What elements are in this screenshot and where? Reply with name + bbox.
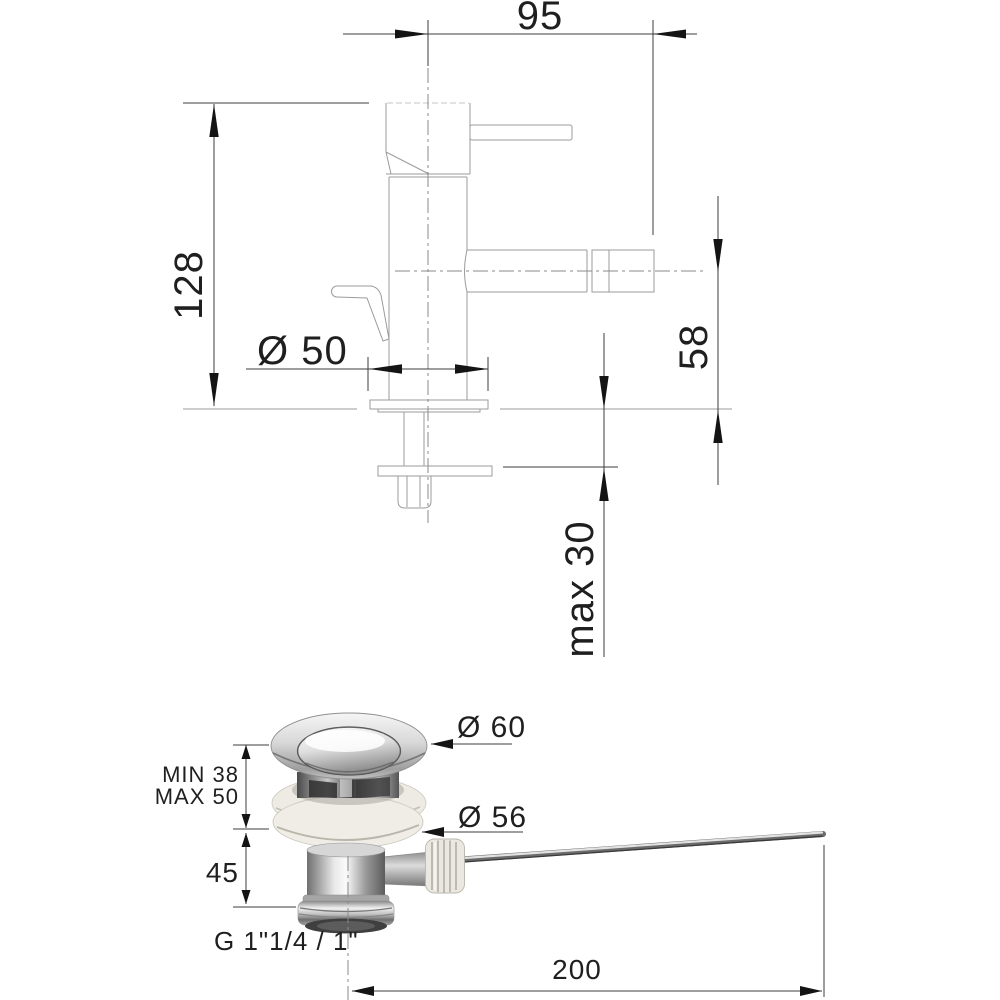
dim-200-label: 200 bbox=[552, 954, 602, 985]
dim-58-label: 58 bbox=[672, 323, 716, 371]
dim-dia56-label: Ø 56 bbox=[458, 801, 528, 834]
faucet-dimensions bbox=[167, 0, 723, 658]
dim-45-label: 45 bbox=[205, 857, 239, 888]
dim-max50-label: MAX 50 bbox=[154, 784, 239, 809]
base-flange-lip bbox=[378, 409, 480, 412]
dimension-base-diameter bbox=[246, 329, 488, 391]
drain-cap bbox=[271, 713, 427, 779]
dimension-body-height bbox=[206, 833, 296, 907]
dimension-flange-diameter bbox=[422, 801, 527, 837]
dim-dia50-label: Ø 50 bbox=[257, 329, 348, 373]
faucet-line-drawing bbox=[183, 68, 732, 523]
dimension-cap-diameter bbox=[431, 711, 526, 749]
drain-illustration bbox=[271, 713, 823, 1000]
drain-ribbed-nut bbox=[426, 839, 465, 893]
dim-dia60-label: Ø 60 bbox=[457, 711, 527, 744]
dim-max30-label: max 30 bbox=[558, 520, 602, 658]
faucet-handle-lever bbox=[470, 125, 572, 140]
dim-128-label: 128 bbox=[167, 250, 211, 320]
dim-thread-label: G 1"1/4 / 1" bbox=[214, 926, 359, 956]
mounting-nut bbox=[398, 476, 431, 508]
dimension-spout-height bbox=[672, 196, 723, 485]
dimension-deck-thickness bbox=[503, 333, 618, 658]
drain-side-arm bbox=[383, 852, 430, 886]
drain-lever-rod bbox=[455, 833, 823, 863]
drain-dimensions bbox=[155, 711, 824, 997]
faucet-base-and-mounting bbox=[370, 400, 492, 508]
dim-min38-label: MIN 38 bbox=[162, 762, 239, 787]
drain-body bbox=[298, 843, 394, 934]
dimension-deck-range bbox=[155, 745, 269, 829]
dim-95-label: 95 bbox=[516, 0, 564, 38]
dimension-spout-reach bbox=[343, 0, 697, 235]
mounting-washer bbox=[378, 466, 492, 476]
base-flange bbox=[370, 400, 488, 409]
